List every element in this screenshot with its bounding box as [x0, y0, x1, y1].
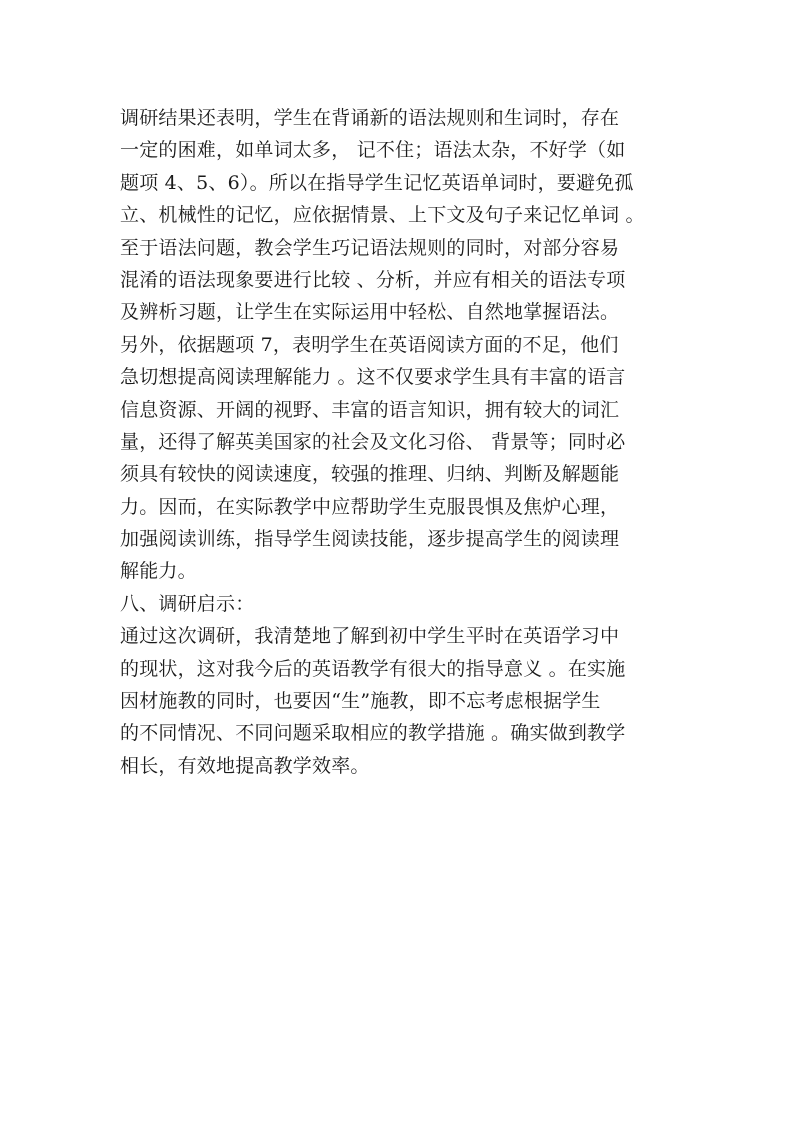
text-line: 至于语法问题，教会学生巧记语法规则的同时，对部分容易	[120, 236, 620, 259]
text-line: 的现状，这对我今后的英语教学有很大的指导意义 。在实施	[120, 657, 626, 680]
body-text	[120, 102, 690, 782]
text-line: 及辨析习题，让学生在实际运用中轻松、自然地掌握语法。	[120, 301, 620, 324]
text-line: 信息资源、开阔的视野、丰富的语言知识，拥有较大的词汇	[120, 398, 620, 421]
text-line: 题项 4、5、6）。所以在指导学生记忆英语单词时，要避免孤	[120, 171, 634, 194]
text-line: 另外，依据题项 7，表明学生在英语阅读方面的不足，他们	[120, 333, 619, 356]
text-line: 加强阅读训练，指导学生阅读技能，逐步提高学生的阅读理	[120, 528, 620, 551]
text-line: 通过这次调研，我清楚地了解到初中学生平时在英语学习中	[120, 625, 620, 648]
text-line: 相长，有效地提高教学效率。	[120, 754, 370, 777]
section-heading: 八、调研启示：	[120, 592, 255, 615]
text-line: 因材施教的同时，也要因“生”施教，即不忘考虑根据学生	[120, 690, 601, 713]
text-line: 力。因而，在实际教学中应帮助学生克服畏惧及焦炉心理，	[120, 495, 620, 518]
text-line: 解能力。	[120, 560, 197, 583]
text-line: 混淆的语法现象要进行比较 、分析，并应有相关的语法专项	[120, 268, 626, 291]
text-line: 量，还得了解英美国家的社会及文化习俗、 背景等；同时必	[120, 430, 626, 453]
text-line: 急切想提高阅读理解能力 。这不仅要求学生具有丰富的语言	[120, 366, 626, 389]
text-line: 须具有较快的阅读速度，较强的推理、归纳、判断及解题能	[120, 463, 620, 486]
text-line: 一定的困难，如单词太多， 记不住；语法太杂，不好学（如	[120, 139, 626, 162]
text-line: 调研结果还表明，学生在背诵新的语法规则和生词时，存在	[120, 107, 620, 129]
text-line: 立、机械性的记忆，应依据情景、上下文及句子来记忆单词 。	[120, 204, 645, 227]
text-line: 的不同情况、不同问题采取相应的教学措施 。确实做到教学	[120, 722, 626, 745]
